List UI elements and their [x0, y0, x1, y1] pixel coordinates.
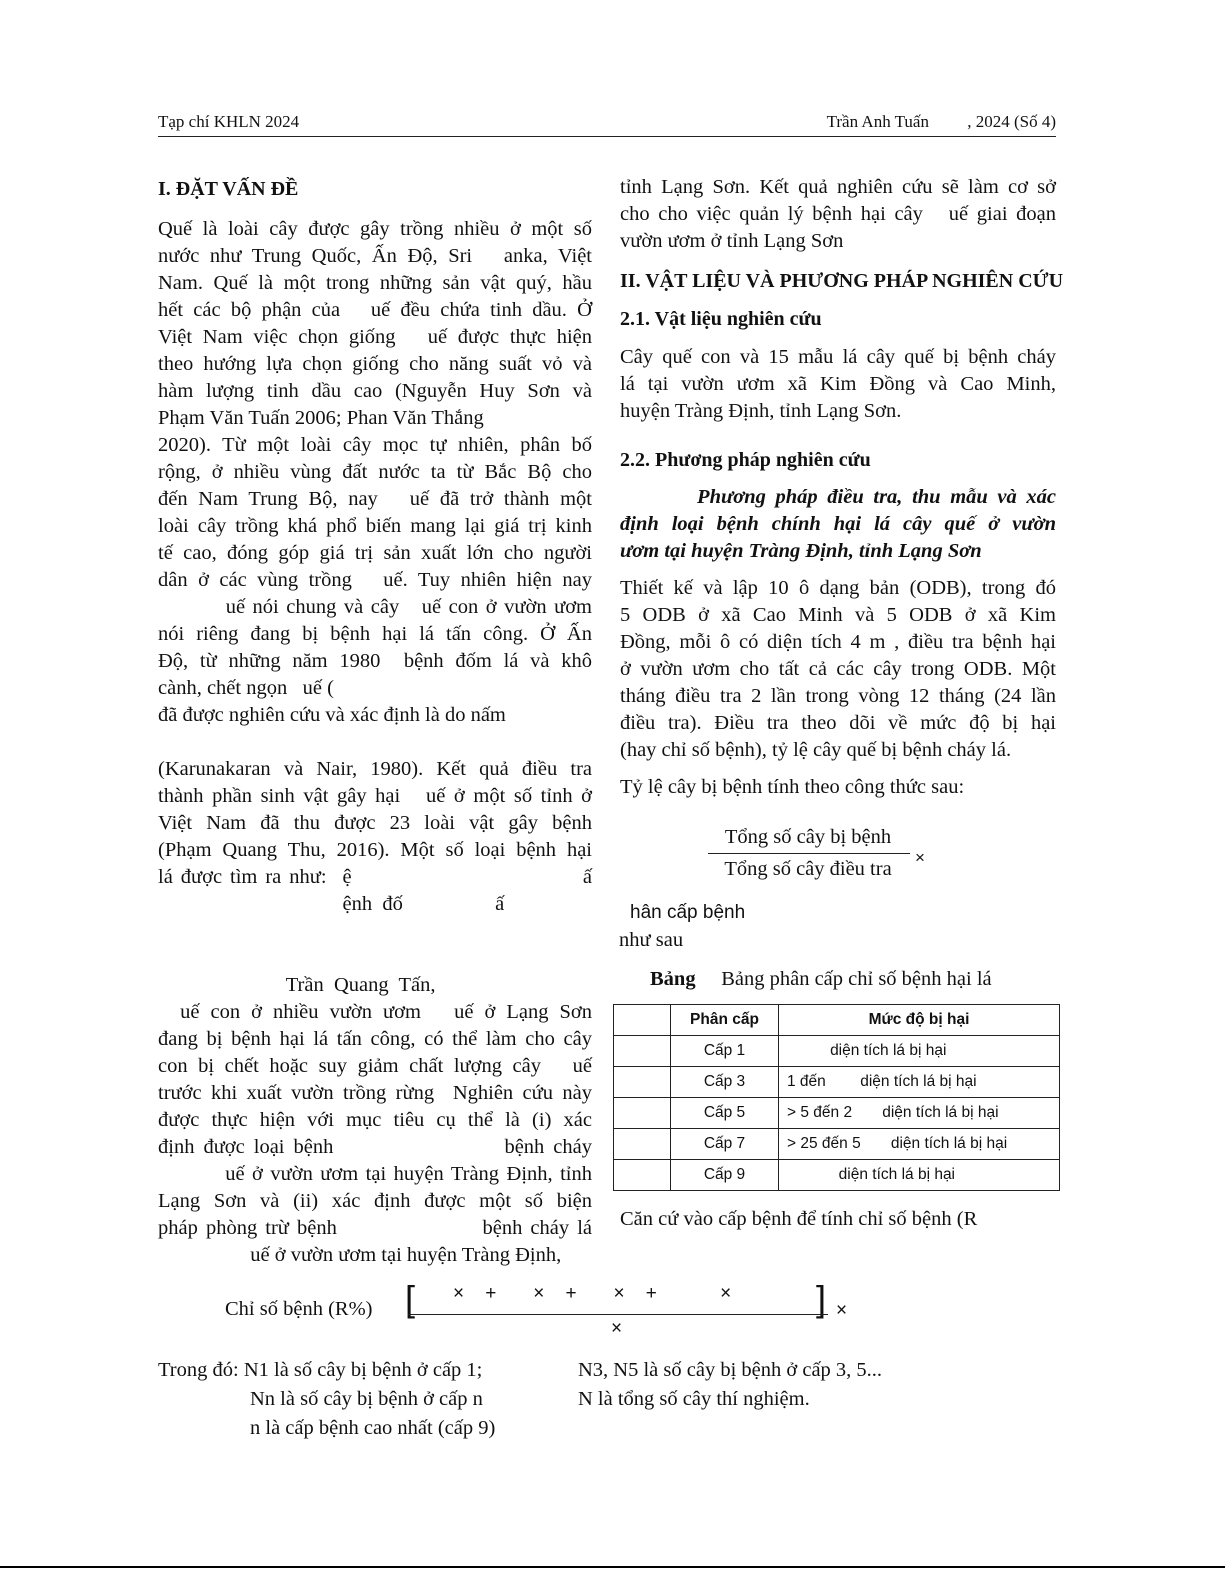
table-header-blank — [614, 1005, 671, 1036]
text-line: 5 ODB ở xã Cao Minh và 5 ODB ở xã Kim — [620, 604, 1056, 626]
table-cell-blank — [614, 1067, 671, 1098]
text-line: lá được tìm ra như: ệ ấ — [158, 866, 592, 888]
intro-paragraph — [620, 174, 1056, 255]
table-cell-blank — [614, 1036, 671, 1067]
where-line-2-left: Nn là số cây bị bệnh ở cấp n — [250, 1388, 483, 1410]
text-line: huyện Tràng Định, tỉnh Lạng Sơn. — [620, 400, 902, 422]
text-line: nói riêng đang bị bệnh hại lá tấn công. Ở Ấn — [158, 623, 592, 645]
text-line: ở vườn ươm cho tất cả các cây trong ODB. Một — [620, 658, 1056, 680]
table-row — [614, 1036, 1060, 1067]
where-line-1-right: N3, N5 là số cây bị bệnh ở cấp 3, 5... — [578, 1359, 883, 1381]
author-issue: Trần Anh Tuấn , 2024 (Số 4) — [826, 112, 1056, 131]
text-line: theo hướng lựa chọn giống cho năng suất vỏ và — [158, 353, 592, 375]
text-line: ệnh đố ấ — [158, 893, 505, 915]
text-line: định được loại bệnh bệnh cháy — [158, 1136, 592, 1158]
where-line-3-left: n là cấp bệnh cao nhất (cấp 9) — [250, 1417, 496, 1439]
formula-open-bracket: [ — [405, 1278, 416, 1319]
text-line: con bị chết hoặc suy giảm chất lượng cây uế — [158, 1055, 592, 1077]
text-line: Cây quế con và 15 mẫu lá cây quế bị bệnh cháy — [620, 346, 1056, 368]
text-line: dân ở các vùng trồng uế. Tuy nhiên hiện nay — [158, 569, 592, 591]
text-line: nước như Trung Quốc, Ấn Độ, Sri anka, Việt — [158, 245, 592, 267]
table-caption-label: Bảng — [650, 968, 696, 990]
text-line: Thiết kế và lập 10 ô dạng bản (ODB), trong đó — [620, 577, 1056, 599]
text-line: pháp phòng trừ bệnh bệnh cháy lá — [158, 1217, 592, 1239]
text-line — [158, 918, 592, 945]
fraction-bar — [708, 853, 910, 854]
right-column — [620, 174, 1064, 801]
where-line-1-left: Trong đó: N1 là số cây bị bệnh ở cấp 1; — [158, 1359, 483, 1381]
text-line: Trần Quang Tấn, — [158, 974, 436, 996]
method-paragraph — [620, 575, 1056, 764]
table-cell-level: Cấp 9 — [671, 1160, 779, 1191]
text-line: Quế là loài cây được gây trồng nhiều ở một số — [158, 218, 592, 240]
table-caption-text: Bảng phân cấp chỉ số bệnh hại lá — [695, 968, 992, 990]
formula-numerator: × + × + × + × — [453, 1283, 732, 1304]
text-line: Phương pháp điều tra, thu mẫu và xác — [620, 486, 1056, 508]
table-cell-damage: 1 đến diện tích lá bị hại — [779, 1067, 1060, 1098]
text-line: đang bị bệnh hại lá tấn công, có thể làm cho cây — [158, 1028, 592, 1050]
index-intro-wrap — [620, 1206, 1056, 1233]
text-line: Việt Nam việc chọn giống uế được thực hiện — [158, 326, 592, 348]
rate-intro: Tỷ lệ cây bị bệnh tính theo công thức sau: — [620, 776, 965, 798]
table-cell-blank — [614, 1129, 671, 1160]
text-line — [158, 945, 592, 972]
disease-index-formula — [225, 1278, 865, 1342]
bottom-rule — [0, 1566, 1225, 1568]
text-line: uế nói chung và cây uế con ở vườn ươm — [158, 596, 592, 618]
text-line: uế ở vườn ươm tại huyện Tràng Định, — [158, 1244, 562, 1266]
table-cell-damage: > 25 đến 5 diện tích lá bị hại — [779, 1129, 1060, 1160]
text-line: Việt Nam đã thu được 23 loài vật gây bệnh — [158, 812, 592, 834]
formula-label: Chỉ số bệnh (R%) — [225, 1298, 373, 1320]
table-cell-level: Cấp 5 — [671, 1098, 779, 1129]
table-cell-damage: diện tích lá bị hại — [779, 1160, 1060, 1191]
text-line: thành phần sinh vật gây hại uế ở một số tỉnh ở — [158, 785, 592, 807]
table-row — [614, 1098, 1060, 1129]
classify-text-1: hân cấp bệnh — [630, 902, 746, 923]
table-row — [614, 1160, 1060, 1191]
text-line: cành, chết ngọn uế ( — [158, 677, 334, 699]
section2-heading: II. VẬT LIỆU VÀ PHƯƠNG PHÁP NGHIÊN CỨU — [620, 270, 1064, 292]
journal-name: Tạp chí KHLN 2024 — [158, 112, 300, 131]
text-line: tháng điều tra 2 lần trong vòng 12 tháng (24 lần — [620, 685, 1056, 707]
rate-denominator: Tổng số cây điều tra — [724, 858, 892, 880]
formula-close-bracket: ] — [816, 1278, 827, 1319]
sub21-heading: 2.1. Vật liệu nghiên cứu — [620, 308, 822, 330]
sub22-heading: 2.2. Phương pháp nghiên cứu — [620, 449, 871, 471]
section1-heading: I. ĐẶT VẤN ĐỀ — [158, 178, 299, 200]
text-line: hàm lượng tinh dầu cao (Nguyễn Huy Sơn và — [158, 380, 592, 402]
table-caption — [650, 968, 992, 991]
table-row — [614, 1067, 1060, 1098]
left-column — [158, 176, 592, 1269]
text-line: (Phạm Quang Thu, 2016). Một số loại bệnh hại — [158, 839, 592, 861]
text-line: loài cây trồng khá phổ biến mang lại giá trị kinh — [158, 515, 592, 537]
table-cell-damage: diện tích lá bị hại — [779, 1036, 1060, 1067]
method-title — [620, 484, 1056, 565]
classify-text-2: như sau — [619, 929, 684, 951]
table-header-level: Phân cấp — [671, 1005, 779, 1036]
formula-times: × — [836, 1300, 848, 1321]
disease-level-table — [613, 1004, 1060, 1191]
table-header-row — [614, 1005, 1060, 1036]
text-line: rộng, ở nhiều vùng đất nước ta từ Bắc Bộ cho — [158, 461, 592, 483]
rate-numerator: Tổng số cây bị bệnh — [724, 826, 892, 848]
text-line: đến Nam Trung Bộ, nay uế đã trở thành một — [158, 488, 592, 510]
text-line: định loại bệnh chính hại lá cây quế ở vườn — [620, 513, 1056, 535]
table-cell-level: Cấp 1 — [671, 1036, 779, 1067]
text-line: 2020). Từ một loài cây mọc tự nhiên, phân bố — [158, 434, 592, 456]
text-line — [158, 729, 592, 756]
text-line: hết các bộ phận của uế đều chứa tinh dầu. Ở — [158, 299, 592, 321]
table-cell-damage: > 5 đến 2 diện tích lá bị hại — [779, 1098, 1060, 1129]
text-line: uế con ở nhiều vườn ươm uế ở Lạng Sơn — [158, 1001, 592, 1023]
text-line: (hay chỉ số bệnh), tỷ lệ cây quế bị bệnh cháy lá. — [620, 739, 1012, 761]
formula-bar — [408, 1314, 828, 1315]
text-line: điều tra). Điều tra theo dõi về mức độ bị hại — [620, 712, 1056, 734]
times-sign: × — [915, 848, 925, 867]
table-header-damage: Mức độ bị hại — [779, 1005, 1060, 1036]
table-cell-blank — [614, 1098, 671, 1129]
index-intro: Căn cứ vào cấp bệnh để tính chỉ số bệnh (R — [620, 1208, 978, 1230]
text-line: tỉnh Lạng Sơn. Kết quả nghiên cứu sẽ làm cơ sở — [620, 176, 1056, 198]
rate-fraction — [708, 826, 928, 881]
formula-denominator: × — [611, 1318, 623, 1339]
text-line: đã được nghiên cứu và xác định là do nấm — [158, 704, 506, 726]
text-line: (Karunakaran và Nair, 1980). Kết quả điều tra — [158, 758, 592, 780]
table-cell-level: Cấp 3 — [671, 1067, 779, 1098]
text-line: Nam. Quế là một trong những sản vật quý, hầu — [158, 272, 592, 294]
text-line: Phạm Văn Tuấn 2006; Phan Văn Thắng — [158, 407, 484, 429]
text-line: ươm tại huyện Tràng Định, tỉnh Lạng Sơn — [620, 540, 982, 562]
text-line: Đồng, mỗi ô có diện tích 4 m , điều tra bệnh hại — [620, 631, 1056, 653]
text-line: lá tại vườn ươm xã Kim Đồng và Cao Minh, — [620, 373, 1056, 395]
left-body — [158, 216, 592, 1269]
text-line: trước khi xuất vườn trồng rừng Nghiên cứu này — [158, 1082, 592, 1104]
text-line: tế cao, đóng góp giá trị sản xuất lớn cho người — [158, 542, 592, 564]
table-row — [614, 1129, 1060, 1160]
text-line: vườn ươm ở tỉnh Lạng Sơn — [620, 230, 844, 252]
materials-paragraph — [620, 344, 1056, 425]
table-cell-blank — [614, 1160, 671, 1191]
text-line: cho cho việc quản lý bệnh hại cây uế giai đoạn — [620, 203, 1056, 225]
text-line: Độ, từ những năm 1980 bệnh đốm lá và khô — [158, 650, 592, 672]
text-line: Lạng Sơn và (ii) xác định được một số biện — [158, 1190, 592, 1212]
text-line: được thực hiện với mục tiêu cụ thể là (i) xác — [158, 1109, 592, 1131]
text-line: uế ở vườn ươm tại huyện Tràng Định, tỉnh — [158, 1163, 592, 1185]
where-line-2-right: N là tổng số cây thí nghiệm. — [578, 1388, 810, 1410]
page-header — [158, 112, 1056, 137]
table-cell-level: Cấp 7 — [671, 1129, 779, 1160]
